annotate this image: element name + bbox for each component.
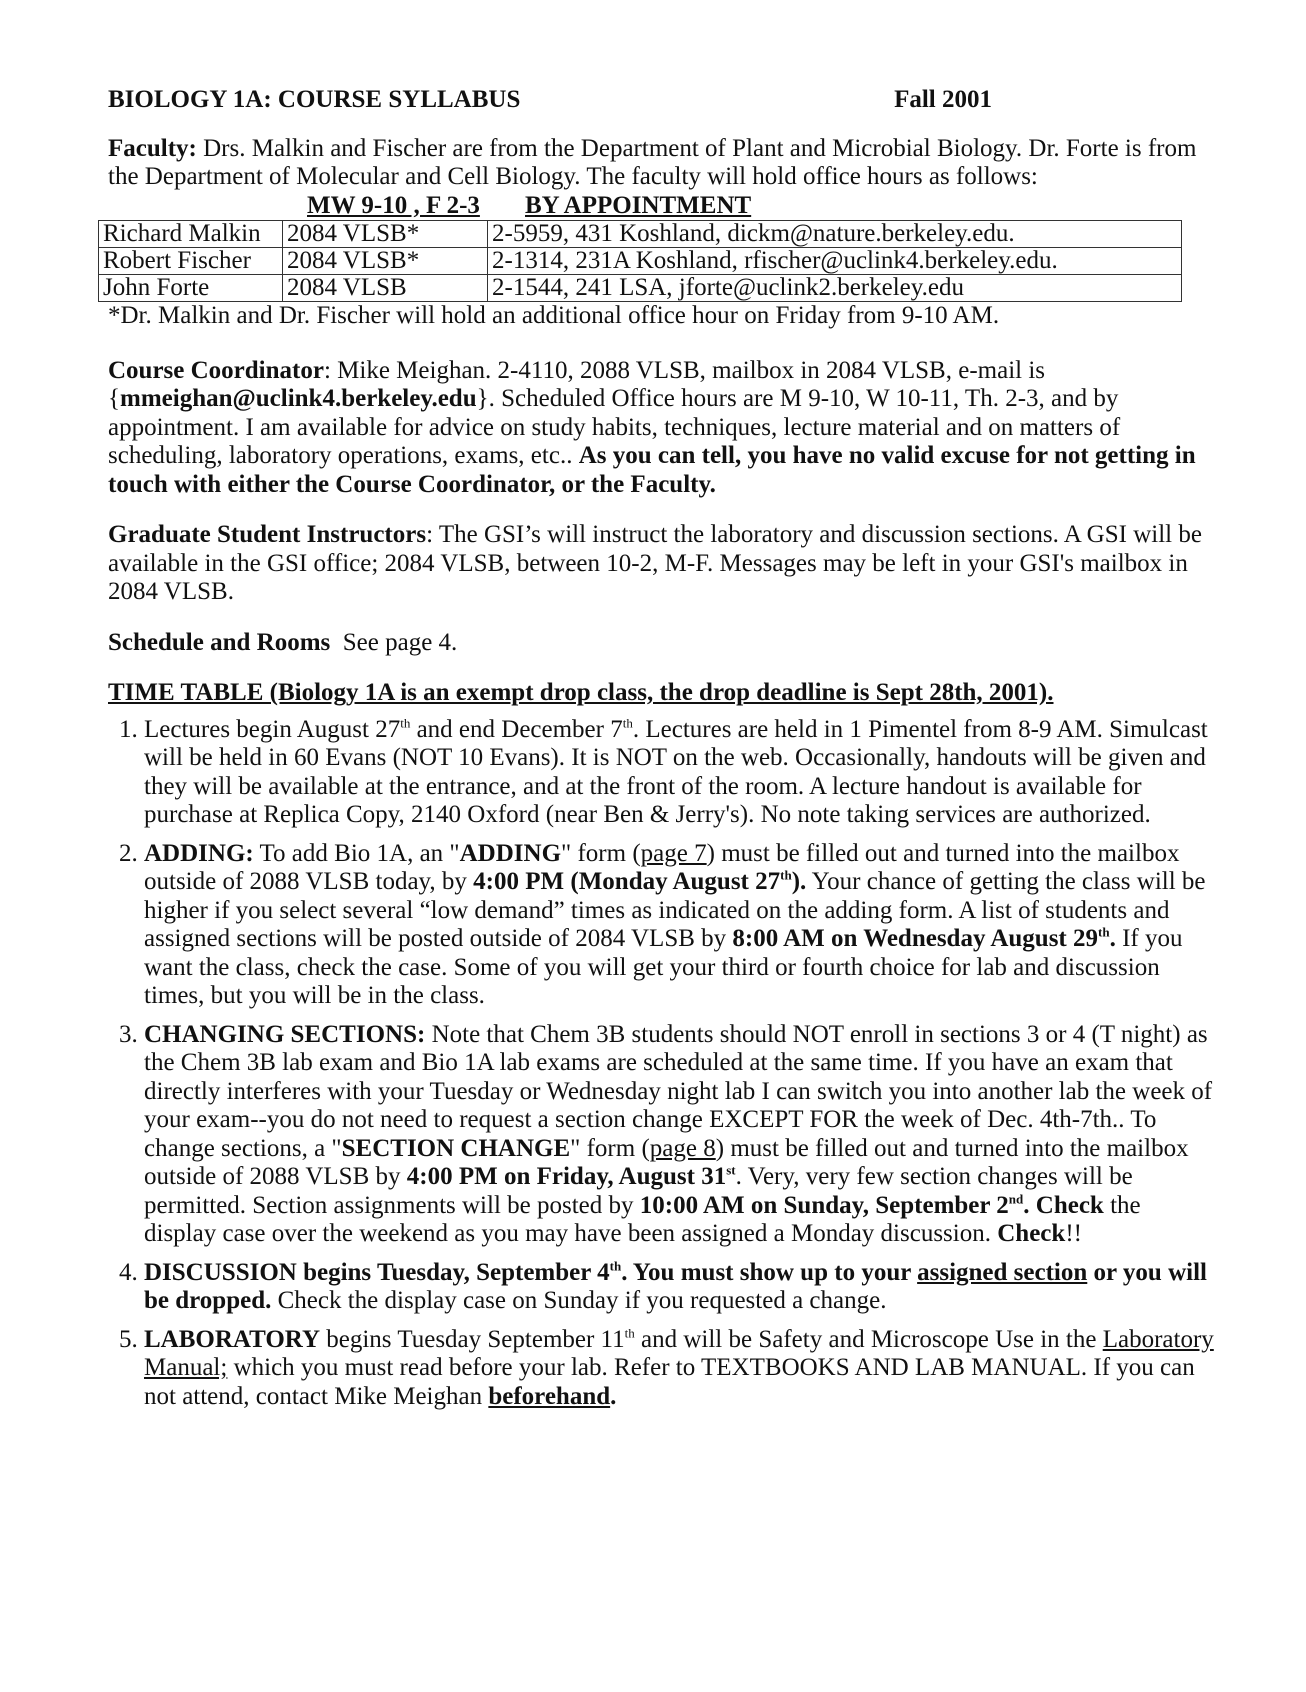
list-item: 3. CHANGING SECTIONS: Note that Chem 3B students should NOT enroll in sections 3 or 4 (T night) as the Chem 3B lab exam and Bio 1A lab exams are scheduled at the same time. If you have an exam that directly interferes with your Tuesday or Wednesday night lab I can switch you into another lab the week of your exam--you do not need to request a section change EXCEPT FOR the week of Dec. 4th-7th.. To change sections, a "SECTION CHANGE" form (page 8) must be filled out and turned into the mailbox outside of 2088 VLSB by 4:00 PM on Friday, August 31st. Very, very few section changes will be permitted. Section assignments will be posted by 10:00 AM on Sunday, September 2nd. Check the display case over the weekend as you may have been assigned a Monday discussion. Check!! — [144, 1021, 1218, 1249]
list-item: 1. Lectures begin August 27th and end December 7th. Lectures are held in 1 Pimentel from 8-9 AM. Simulcast will be held in 60 Evans (NOT 10 Evans). It is NOT on the web. Occasionally, handouts will be given and they will be available at the entrance, and at the front of the room. A lecture handout is available for purchase at Replica Copy, 2140 Oxford (near Ben & Jerry's). No note taking services are authorized. — [144, 716, 1218, 830]
coordinator-label: Course Coordinator — [108, 356, 324, 384]
gsi-label: Graduate Student Instructors — [108, 521, 427, 548]
document-title: BIOLOGY 1A: COURSE SYLLABUS — [108, 86, 521, 113]
page-link[interactable]: page 7 — [640, 839, 707, 867]
faculty-name: Robert Fischer — [99, 248, 283, 275]
syllabus-page — [103, 86, 1218, 1421]
faculty-name: John Forte — [99, 275, 283, 302]
faculty-room: 2084 VLSB* — [283, 248, 488, 275]
gsi-paragraph: Graduate Student Instructors: The GSI’s will instruct the laboratory and discussion sections. A GSI will be available in the GSI office; 2084 VLSB, between 10-2, M-F. Messages may be left in your GSI's mailbox in 2084 VLSB. — [108, 521, 1202, 605]
hours-column-header: MW 9-10 , F 2-3 — [307, 191, 480, 219]
faculty-contact: 2-1544, 241 LSA, jforte@uclink2.berkeley.edu — [488, 275, 1182, 302]
faculty-room: 2084 VLSB — [283, 275, 488, 302]
list-item: 2. ADDING: To add Bio 1A, an "ADDING" form (page 7) must be filled out and turned into the mailbox outside of 2088 VLSB today, by 4:00 PM (Monday August 27th). Your chance of getting the class will be higher if you select several “low demand” times as indicated on the adding form. A list of students and assigned sections will be posted outside of 2084 VLSB by 8:00 AM on Wednesday August 29th. If you want the class, check the case. Some of you will get your third or fourth choice for lab and discussion times, but you will be in the class. — [144, 840, 1218, 1011]
schedule-label: Schedule and Rooms — [108, 628, 331, 656]
timetable-heading: TIME TABLE (Biology 1A is an exempt drop class, the drop deadline is Sept 28th, 2001). — [108, 679, 1054, 706]
faculty-text: Drs. Malkin and Fischer are from the Department of Plant and Microbial Biology. Dr. Forte is from the Department of Molecular and Cell Biology. The faculty will hold office hours as follows: — [108, 134, 1197, 190]
term-label: Fall 2001 — [894, 86, 992, 113]
faculty-label: Faculty: — [108, 134, 197, 162]
coordinator-bold-note: As you can tell, you have no valid excuse for not getting in touch with either the Course Coordinator, or the Faculty. — [108, 442, 1196, 498]
faculty-name: Richard Malkin — [99, 221, 283, 248]
faculty-contact: 2-5959, 431 Koshland, dickm@nature.berkeley.edu. — [488, 221, 1182, 248]
page-link[interactable]: page 8 — [649, 1134, 716, 1162]
header — [108, 86, 1218, 115]
table-row — [99, 248, 1182, 275]
list-item: 4. DISCUSSION begins Tuesday, September 4th. You must show up to your assigned section or you will be dropped. Check the display case on Sunday if you requested a change. — [144, 1259, 1218, 1316]
list-item: 5. LABORATORY begins Tuesday September 11th and will be Safety and Microscope Use in the Laboratory Manual; which you must read before your lab. Refer to TEXTBOOKS AND LAB MANUAL. If you can not attend, contact Mike Meighan beforehand. — [144, 1326, 1218, 1412]
coordinator-email: mmeighan@uclink4.berkeley.edu — [120, 385, 477, 412]
table-row — [99, 221, 1182, 248]
faculty-paragraph — [108, 135, 1218, 192]
faculty-contact: 2-1314, 231A Koshland, rfischer@uclink4.berkeley.edu. — [488, 248, 1182, 275]
schedule-paragraph: Schedule and Rooms See page 4. — [108, 628, 458, 656]
table-row — [99, 275, 1182, 302]
office-hour-note: *Dr. Malkin and Dr. Fischer will hold an additional office hour on Friday from 9-10 AM. — [108, 302, 1000, 329]
faculty-table — [98, 220, 1182, 302]
timetable-list — [108, 716, 1218, 1412]
office-hours-header — [307, 192, 1218, 221]
appointment-column-header: BY APPOINTMENT — [525, 191, 752, 219]
faculty-room: 2084 VLSB* — [283, 221, 488, 248]
coordinator-paragraph: Course Coordinator: Mike Meighan. 2-4110, 2088 VLSB, mailbox in 2084 VLSB, e-mail is {mmeighan@uclink4.berkeley.edu}. Scheduled Office hours are M 9-10, W 10-11, Th. 2-3, and by appointment. I am available for advice on study habits, techniques, lecture material and on matters of scheduling, laboratory operations, exams, etc.. As you can tell, you have no valid excuse for not getting in touch with either the Course Coordinator, or the Faculty. — [108, 356, 1196, 498]
